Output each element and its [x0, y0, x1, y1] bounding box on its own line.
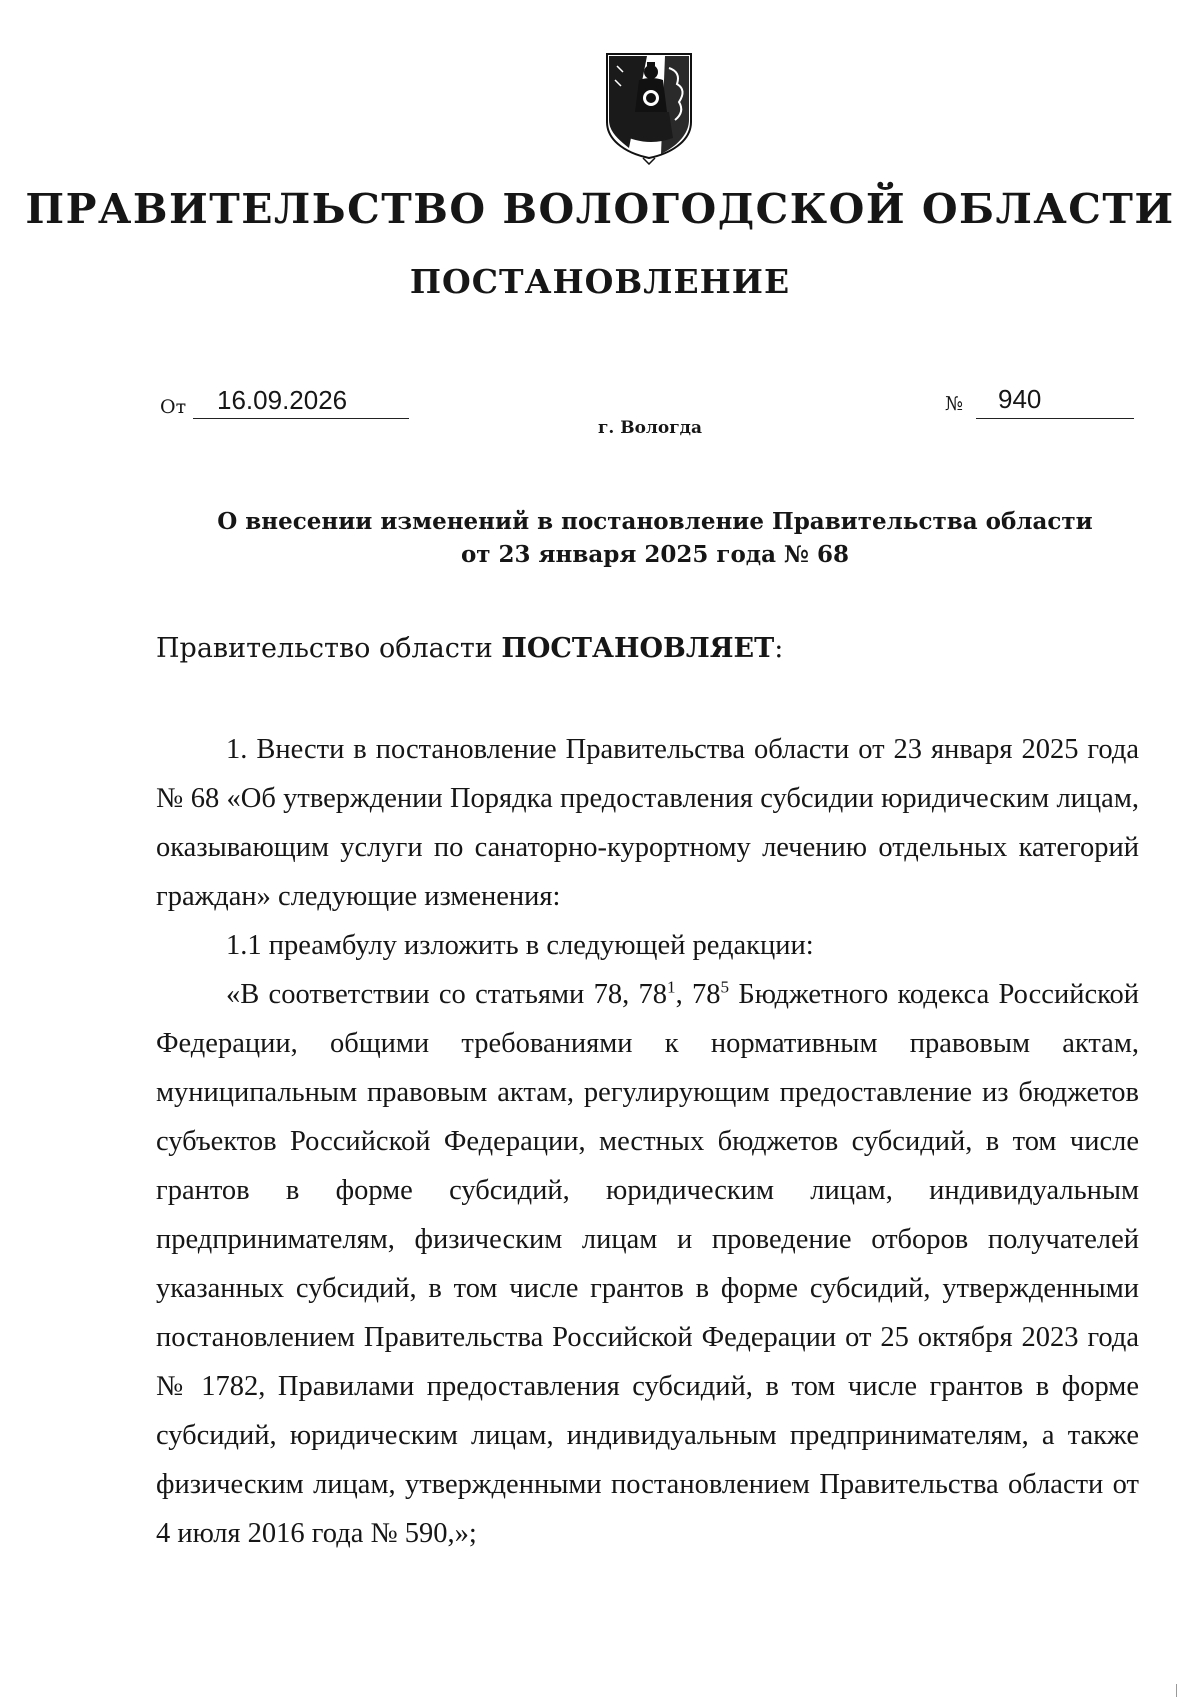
p3-superscript-1: 1: [667, 977, 676, 997]
number-label: №: [945, 393, 963, 415]
document-date: 16.09.2026: [217, 385, 348, 415]
document-number: 940: [998, 384, 1042, 414]
government-title: ПРАВИТЕЛЬСТВО ВОЛОГОДСКОЙ ОБЛАСТИ: [25, 185, 1175, 233]
p3-mid: , 78: [675, 979, 721, 1010]
p3-end: Бюджетного кодекса Российской Федерации, общими требованиями к нормативным правовым актам, муниципальным правовым актам, регулирующим предоставление из бюджетов субъектов Российской Федерации, местных бюджетов субсидий, в том числе грантов в форме субсидий, юридическим лицам, индивидуальным предпринимателям, физическим лицам и проведение отборов получателей указанных субсидий, в том числе грантов в форме субсидий, утвержденными постановлением Правительства Российской Федерации от 25 октября 2023 года № 1782, Правилами предоставления субсидий, в том числе грантов в форме субсидий, юридическим лицам, индивидуальным предпринимателям, а также физическим лицам, утвержденными постановлением Правительства области от 4 июля 2016 года № 590,»;: [156, 979, 1139, 1549]
resolution-lead: [156, 633, 783, 664]
document-subject: [155, 505, 1155, 571]
paragraph-3: [156, 970, 1139, 1558]
scan-mark: [1176, 1684, 1177, 1697]
coat-of-arms-emblem: [603, 50, 695, 165]
lead-prefix: Правительство области: [156, 633, 502, 664]
date-label: От: [160, 396, 187, 418]
paragraph-2: 1.1 преамбулу изложить в следующей редакции:: [226, 930, 814, 961]
subject-line-1: О внесении изменений в постановление Правительства области: [217, 508, 1093, 535]
document-body: [156, 725, 1139, 1558]
p3-superscript-5: 5: [720, 977, 730, 997]
lead-verb: ПОСТАНОВЛЯЕТ: [501, 633, 775, 664]
city: г. Вологда: [597, 418, 703, 438]
document-type: ПОСТАНОВЛЕНИЕ: [409, 262, 791, 301]
p3-start: «В соответствии со статьями 78, 78: [226, 979, 668, 1010]
lead-suffix: :: [774, 633, 784, 664]
subject-line-2: от 23 января 2025 года № 68: [460, 541, 850, 568]
paragraph-1: 1. Внести в постановление Правительства области от 23 января 2025 года № 68 «Об утверждении Порядка предоставления субсидии юридическим лицам, оказывающим услуги по санаторно-курортному лечению отдельных категорий граждан» следующие изменения:: [156, 734, 1139, 912]
